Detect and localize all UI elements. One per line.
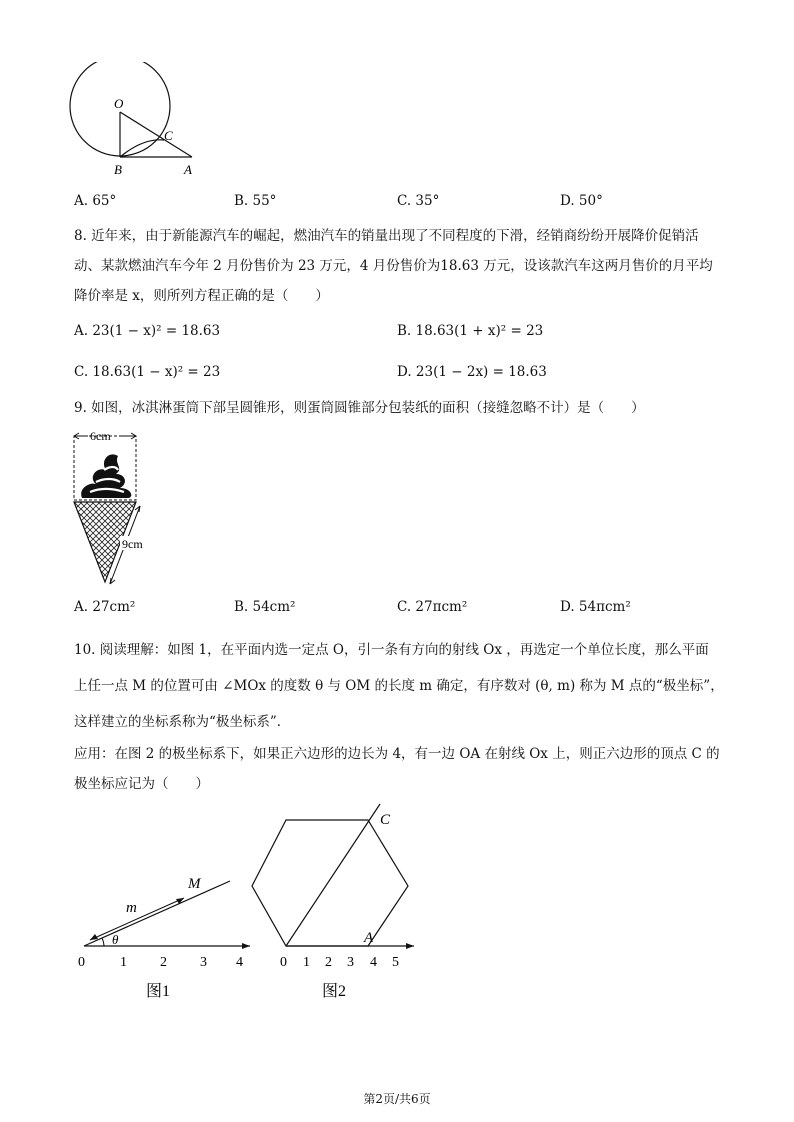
fig1-ray-OM <box>84 881 230 946</box>
q10-figure-1 <box>70 866 260 1006</box>
q7-label-O: O <box>114 96 124 111</box>
q9-ice-cream-figure <box>66 422 156 592</box>
q10-stem-line-4: 应用：在图 2 的极坐标系下，如果正六边形的边长为 4，有一边 OA 在射线 Ox 上，则正六边形的顶点 C 的 <box>74 746 720 762</box>
fig1-label-theta: θ <box>112 932 119 947</box>
q8-option-c: C. 18.63(1 − x)² = 23 <box>74 364 221 380</box>
q8-option-d: D. 23(1 − 2x) = 18.63 <box>397 364 547 380</box>
q9-label-9cm: 9cm <box>122 537 143 551</box>
fig2-tick-1: 1 <box>303 955 310 970</box>
fig1-caption: 图1 <box>146 983 171 1000</box>
fig1-label-M: M <box>188 876 201 892</box>
q8-stem-line-2: 动、某款燃油汽车今年 2 月份售价为 23 万元，4 月份售价为18.63 万元，设该款汽车这两月售价的月平均 <box>74 258 713 274</box>
fig1-angle-arc <box>102 938 104 946</box>
q8-stem-line-3: 降价率是 x，则所列方程正确的是（ ） <box>74 288 329 304</box>
q10-stem-line-1: 10. 阅读理解：如图 1，在平面内选一定点 O，引一条有方向的射线 Ox ，再选定一个单位长度，那么平面 <box>74 642 709 658</box>
q8-option-b: B. 18.63(1 + x)² = 23 <box>397 323 544 339</box>
fig2-tick-0: 0 <box>280 955 287 970</box>
q8-stem-line-1: 8. 近年来，由于新能源汽车的崛起，燃油汽车的销量出现了不同程度的下滑，经销商纷纷开展降价促销活 <box>74 228 699 244</box>
q7-option-b: B. 55° <box>234 193 277 209</box>
q10-stem-line-3: 这样建立的坐标系称为“极坐标系”． <box>74 714 291 730</box>
fig1-m-arrow <box>90 898 184 940</box>
q7-label-A: A <box>184 162 192 177</box>
q9-option-a: A. 27cm² <box>74 599 136 615</box>
q7-segment-OA <box>120 112 192 157</box>
q9-option-c: C. 27πcm² <box>397 599 468 615</box>
fig2-ray-OC <box>286 804 380 946</box>
q9-option-d: D. 54πcm² <box>560 599 631 615</box>
fig1-tick-3: 3 <box>200 955 207 970</box>
fig2-tick-2: 2 <box>325 955 332 970</box>
q10-stem-line-5: 极坐标应记为（ ） <box>74 776 209 792</box>
q10-stem-line-2: 上任一点 M 的位置可由 ∠MOx 的度数 θ 与 OM 的长度 m 确定，有序数对 (θ, m) 称为 M 点的“极坐标”， <box>74 678 724 694</box>
q7-label-C: C <box>164 128 173 143</box>
q9-label-6cm: 6cm <box>90 429 111 443</box>
fig1-tick-2: 2 <box>160 955 167 970</box>
fig1-tick-0: 0 <box>78 955 85 970</box>
fig2-tick-5: 5 <box>392 955 399 970</box>
fig2-label-A: A <box>364 930 374 946</box>
fig2-tick-3: 3 <box>347 955 354 970</box>
q7-chord-BC <box>120 140 164 157</box>
q7-circle-figure <box>68 62 208 180</box>
q9-stem: 9. 如图，冰淇淋蛋筒下部呈圆锥形，则蛋筒圆锥部分包装纸的面积（接缝忽略不计）是（ ） <box>74 400 645 416</box>
q10-figure-2 <box>246 800 436 1006</box>
page-footer: 第2页/共6页 <box>363 1092 431 1106</box>
fig2-tick-4: 4 <box>370 955 377 970</box>
fig1-label-m: m <box>126 900 137 916</box>
fig1-tick-4: 4 <box>236 955 243 970</box>
q7-option-a: A. 65° <box>74 193 117 209</box>
q8-option-a: A. 23(1 − x)² = 18.63 <box>74 323 221 339</box>
q9-option-b: B. 54cm² <box>234 599 296 615</box>
q7-option-c: C. 35° <box>397 193 440 209</box>
fig2-caption: 图2 <box>322 983 347 1000</box>
fig2-label-C: C <box>380 812 391 828</box>
q7-option-d: D. 50° <box>560 193 603 209</box>
q7-label-B: B <box>114 162 122 177</box>
fig2-hexagon <box>252 820 408 946</box>
fig1-tick-1: 1 <box>120 955 127 970</box>
